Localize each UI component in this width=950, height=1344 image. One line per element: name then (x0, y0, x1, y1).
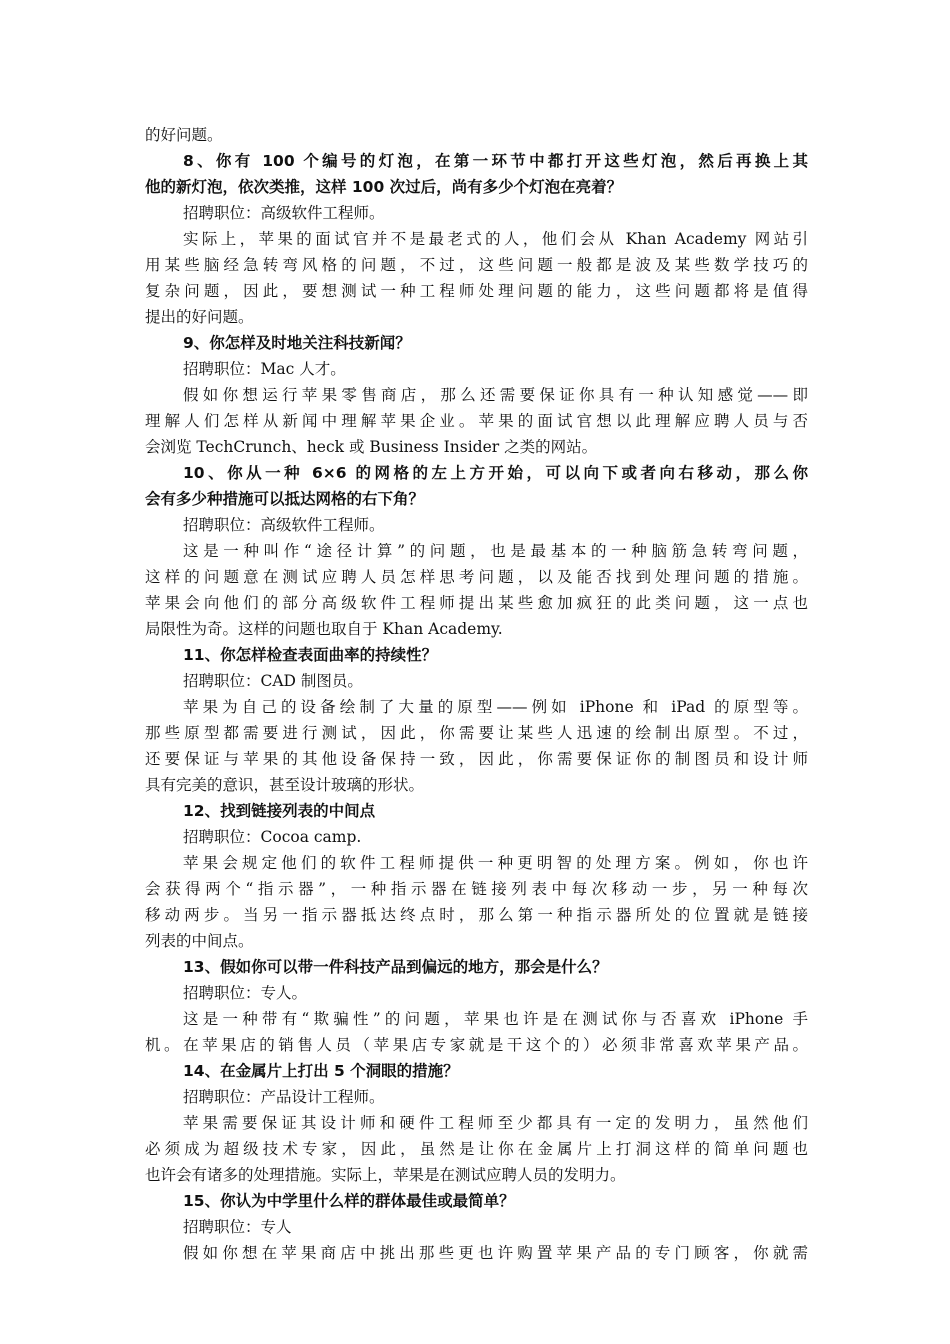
body-line: 局限性为奇。这样的问题也取自于 Khan Academy. (145, 620, 503, 638)
position-line: 招聘职位：专人。 (183, 984, 308, 1002)
question-line: 14、在金属片上打出 5 个洞眼的措施？ (183, 1062, 459, 1080)
body-line: 假如你想在苹果商店中挑出那些更也许购置苹果产品的专门顾客，你就需 (183, 1244, 808, 1262)
body-line: 用某些脑经急转弯风格的问题，不过，这些问题一般都是波及某些数学技巧的 (145, 256, 808, 274)
body-line: 的好问题。 (145, 126, 223, 144)
body-line: 这样的问题意在测试应聘人员怎样思考问题，以及能否找到处理问题的措施。 (145, 568, 808, 586)
body-line: 苹果会规定他们的软件工程师提供一种更明智的处理方案。例如，你也许 (183, 854, 808, 872)
body-line: 理解人们怎样从新闻中理解苹果企业。苹果的面试官想以此理解应聘人员与否 (145, 412, 808, 430)
position-line: 招聘职位：Mac 人才。 (183, 360, 346, 378)
body-line: 具有完美的意识，甚至设计玻璃的形状。 (145, 776, 425, 794)
position-line: 招聘职位：Cocoa camp. (183, 828, 362, 846)
body-line: 移动两步。当另一指示器抵达终点时，那么第一种指示器所处的位置就是链接 (145, 906, 808, 924)
body-line: 假如你想运行苹果零售商店，那么还需要保证你具有一种认知感觉——即 (183, 386, 808, 404)
document-page (145, 122, 808, 1266)
body-line: 苹果需要保证其设计师和硬件工程师至少都具有一定的发明力，虽然他们 (183, 1114, 808, 1132)
body-line: 这是一种带有“欺骗性”的问题，苹果也许是在测试你与否喜欢 iPhone 手 (183, 1010, 808, 1028)
position-line: 招聘职位：产品设计工程师。 (183, 1088, 385, 1106)
body-line: 列表的中间点。 (145, 932, 254, 950)
body-line: 机。在苹果店的销售人员（苹果店专家就是干这个的）必须非常喜欢苹果产品。 (145, 1036, 808, 1054)
body-line: 提出的好问题。 (145, 308, 254, 326)
body-line: 苹果会向他们的部分高级软件工程师提出某些愈加疯狂的此类问题，这一点也 (145, 594, 808, 612)
body-line: 那些原型都需要进行测试，因此，你需要让某些人迅速的绘制出原型。不过， (145, 724, 808, 742)
position-line: 招聘职位：高级软件工程师。 (183, 516, 385, 534)
body-line: 还要保证与苹果的其他设备保持一致，因此，你需要保证你的制图员和设计师 (145, 750, 808, 768)
position-line: 招聘职位：高级软件工程师。 (183, 204, 385, 222)
body-line: 会获得两个“指示器”，一种指示器在链接列表中每次移动一步，另一种每次 (145, 880, 808, 898)
question-line: 8、你有 100 个编号的灯泡，在第一环节中都打开这些灯泡，然后再换上其 (183, 152, 808, 170)
question-line: 11、你怎样检查表面曲率的持续性？ (183, 646, 438, 664)
body-line: 复杂问题，因此，要想测试一种工程师处理问题的能力，这些问题都将是值得 (145, 282, 808, 300)
body-line: 也许会有诸多的处理措施。实际上，苹果是在测试应聘人员的发明力。 (145, 1166, 626, 1184)
question-line: 10、你从一种 6×6 的网格的左上方开始，可以向下或者向右移动，那么你 (183, 464, 808, 482)
question-line: 会有多少种措施可以抵达网格的右下角？ (145, 490, 425, 508)
body-line: 这是一种叫作“途径计算”的问题，也是最基本的一种脑筋急转弯问题， (183, 542, 808, 560)
body-line: 会浏览 TechCrunch、heck 或 Business Insider 之类的网站。 (145, 438, 598, 456)
question-line: 12、找到链接列表的中间点 (183, 802, 376, 820)
body-line: 实际上，苹果的面试官并不是最老式的人，他们会从 Khan Academy 网站引 (183, 230, 808, 248)
question-line: 9、你怎样及时地关注科技新闻？ (183, 334, 411, 352)
body-line: 苹果为自己的设备绘制了大量的原型——例如 iPhone 和 iPad 的原型等。 (183, 698, 808, 716)
position-line: 招聘职位：CAD 制图员。 (183, 672, 363, 690)
question-line: 13、假如你可以带一件科技产品到偏远的地方，那会是什么？ (183, 958, 608, 976)
body-line: 必须成为超级技术专家，因此，虽然是让你在金属片上打洞这样的简单问题也 (145, 1140, 808, 1158)
question-line: 15、你认为中学里什么样的群体最佳或最简单？ (183, 1192, 515, 1210)
position-line: 招聘职位：专人 (183, 1218, 292, 1236)
question-line: 他的新灯泡，依次类推，这样 100 次过后，尚有多少个灯泡在亮着？ (145, 178, 623, 196)
